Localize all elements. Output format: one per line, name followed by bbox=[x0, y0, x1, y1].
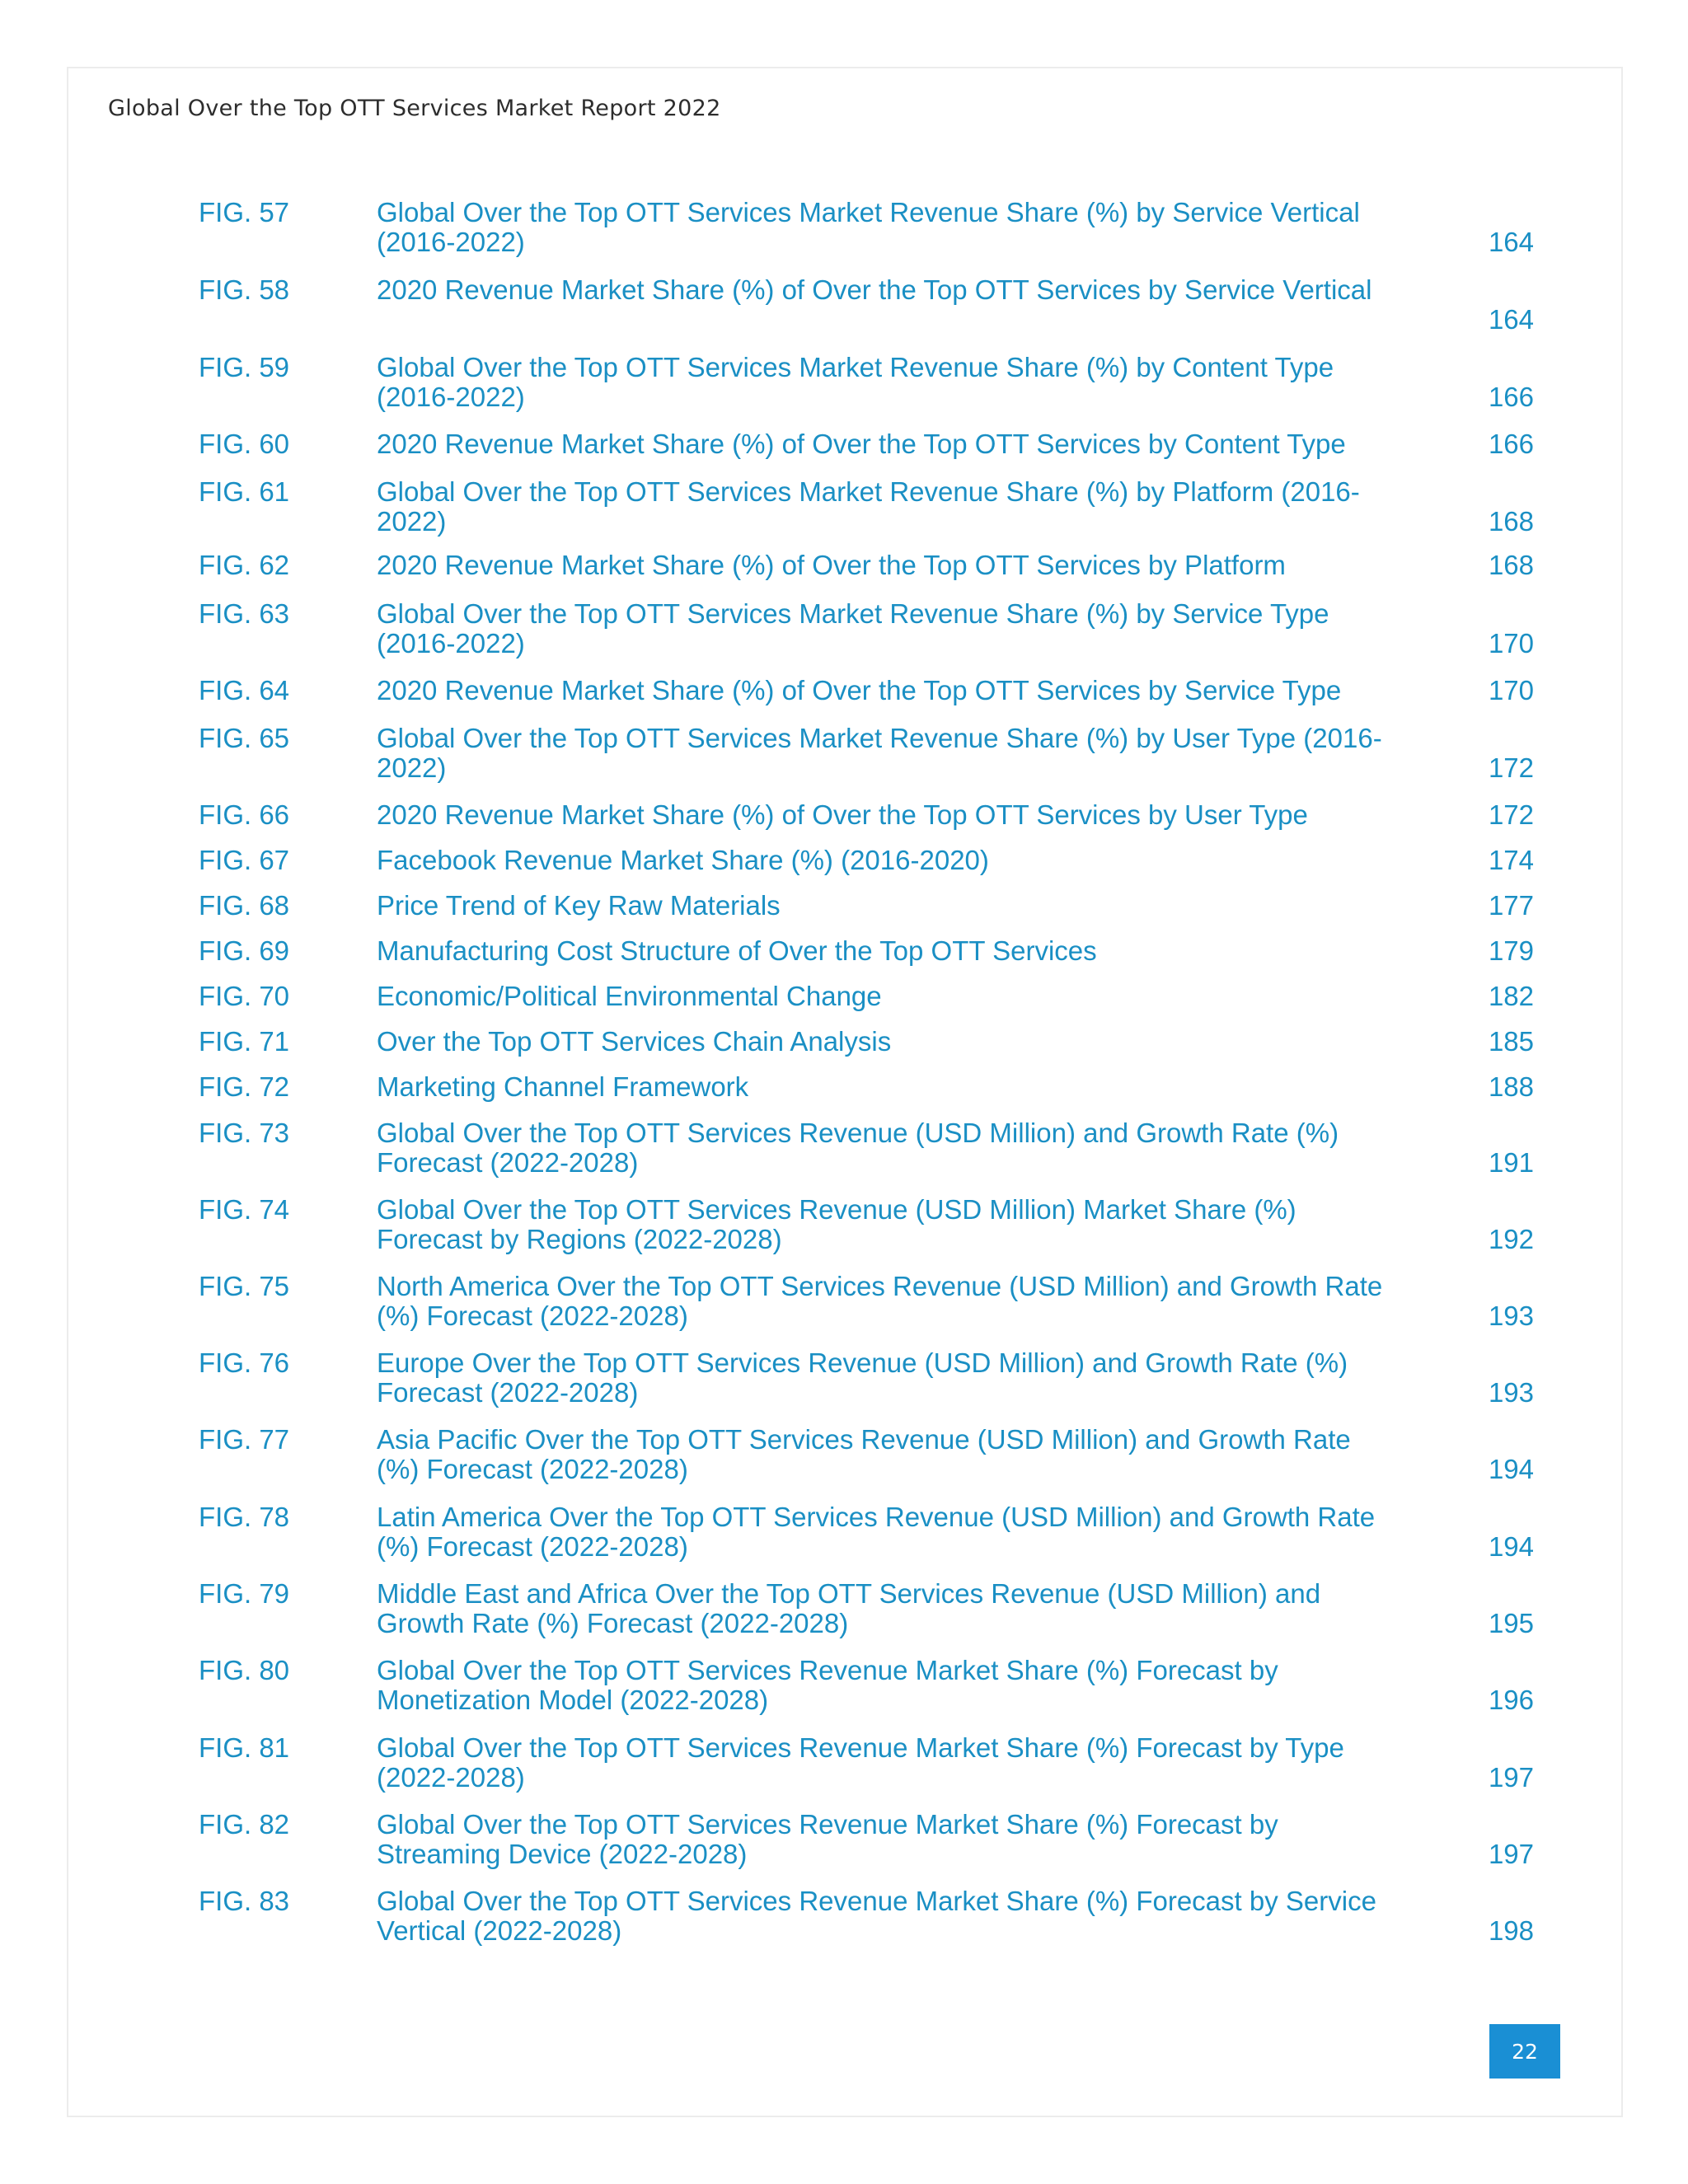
figure-page-number: 193 bbox=[1488, 1301, 1534, 1331]
figure-title[interactable]: Global Over the Top OTT Services Revenue (USD Million) Market Share (%) Forecast by Regions (2022-2028) bbox=[377, 1194, 1296, 1254]
figure-page-number: 179 bbox=[1488, 935, 1534, 966]
figure-page-number: 182 bbox=[1488, 981, 1534, 1011]
figure-page-number: 198 bbox=[1488, 1915, 1534, 1946]
figure-number: FIG. 81 bbox=[199, 1732, 290, 1763]
figure-number: FIG. 73 bbox=[199, 1118, 290, 1148]
figure-number: FIG. 62 bbox=[199, 550, 290, 580]
figure-page-number: 166 bbox=[1488, 429, 1534, 459]
figure-title[interactable]: 2020 Revenue Market Share (%) of Over the Top OTT Services by Service Type bbox=[377, 675, 1342, 705]
figure-page-number: 170 bbox=[1488, 675, 1534, 705]
figure-title[interactable]: Marketing Channel Framework bbox=[377, 1071, 749, 1102]
figure-title[interactable]: Global Over the Top OTT Services Market Revenue Share (%) by Service Type (2016-2022) bbox=[377, 598, 1329, 658]
figure-title[interactable]: Europe Over the Top OTT Services Revenue (USD Million) and Growth Rate (%) Forecast (2022-2028) bbox=[377, 1347, 1348, 1408]
figure-page-number: 177 bbox=[1488, 890, 1534, 921]
figure-number: FIG. 70 bbox=[199, 981, 290, 1011]
figure-title[interactable]: Global Over the Top OTT Services Revenue Market Share (%) Forecast by Monetization Model (2022-2028) bbox=[377, 1655, 1278, 1715]
figure-title[interactable]: 2020 Revenue Market Share (%) of Over the Top OTT Services by User Type bbox=[377, 799, 1308, 830]
figure-number: FIG. 83 bbox=[199, 1886, 290, 1916]
figure-page-number: 195 bbox=[1488, 1608, 1534, 1638]
figure-title[interactable]: Over the Top OTT Services Chain Analysis bbox=[377, 1026, 892, 1057]
figure-number: FIG. 60 bbox=[199, 429, 290, 459]
figure-title[interactable]: Facebook Revenue Market Share (%) (2016-2020) bbox=[377, 845, 989, 875]
figure-number: FIG. 64 bbox=[199, 675, 290, 705]
figure-page-number: 164 bbox=[1488, 227, 1534, 257]
figure-page-number: 196 bbox=[1488, 1685, 1534, 1715]
figure-number: FIG. 79 bbox=[199, 1578, 290, 1609]
figure-title[interactable]: Price Trend of Key Raw Materials bbox=[377, 890, 781, 921]
figure-page-number: 170 bbox=[1488, 628, 1534, 658]
figure-title[interactable]: Global Over the Top OTT Services Market Revenue Share (%) by Service Vertical (2016-2022) bbox=[377, 197, 1360, 257]
figure-page-number: 191 bbox=[1488, 1147, 1534, 1178]
figure-page-number: 185 bbox=[1488, 1026, 1534, 1057]
page-number-badge: 22 bbox=[1489, 2024, 1560, 2079]
figure-page-number: 174 bbox=[1488, 845, 1534, 875]
figure-title[interactable]: Global Over the Top OTT Services Market Revenue Share (%) by Platform (2016-2022) bbox=[377, 476, 1360, 537]
figure-title[interactable]: 2020 Revenue Market Share (%) of Over the Top OTT Services by Service Vertical bbox=[377, 274, 1372, 305]
figure-number: FIG. 72 bbox=[199, 1071, 290, 1102]
figure-page-number: 194 bbox=[1488, 1454, 1534, 1484]
figure-number: FIG. 77 bbox=[199, 1424, 290, 1455]
figure-title[interactable]: Global Over the Top OTT Services Revenue Market Share (%) Forecast by Service Vertical (2022-2028) bbox=[377, 1886, 1376, 1946]
figure-number: FIG. 68 bbox=[199, 890, 290, 921]
figure-title[interactable]: Middle East and Africa Over the Top OTT Services Revenue (USD Million) and Growth Rate (%) Forecast (2022-2028) bbox=[377, 1578, 1321, 1638]
figure-number: FIG. 82 bbox=[199, 1809, 290, 1840]
figure-number: FIG. 80 bbox=[199, 1655, 290, 1685]
figure-title[interactable]: Economic/Political Environmental Change bbox=[377, 981, 882, 1011]
figure-number: FIG. 67 bbox=[199, 845, 290, 875]
figure-title[interactable]: 2020 Revenue Market Share (%) of Over the Top OTT Services by Platform bbox=[377, 550, 1286, 580]
figure-number: FIG. 57 bbox=[199, 197, 290, 227]
figure-page-number: 166 bbox=[1488, 382, 1534, 412]
figure-number: FIG. 75 bbox=[199, 1271, 290, 1301]
figure-page-number: 164 bbox=[1488, 304, 1534, 335]
figure-number: FIG. 74 bbox=[199, 1194, 290, 1225]
figure-title[interactable]: Manufacturing Cost Structure of Over the Top OTT Services bbox=[377, 935, 1097, 966]
figure-page-number: 192 bbox=[1488, 1224, 1534, 1254]
figure-page-number: 168 bbox=[1488, 550, 1534, 580]
figure-page-number: 188 bbox=[1488, 1071, 1534, 1102]
figure-page-number: 168 bbox=[1488, 506, 1534, 537]
figure-title[interactable]: Global Over the Top OTT Services Market Revenue Share (%) by Content Type (2016-2022) bbox=[377, 352, 1334, 412]
figure-number: FIG. 59 bbox=[199, 352, 290, 382]
figure-number: FIG. 76 bbox=[199, 1347, 290, 1378]
figure-page-number: 193 bbox=[1488, 1377, 1534, 1408]
figure-title[interactable]: Latin America Over the Top OTT Services Revenue (USD Million) and Growth Rate (%) Forecast (2022-2028) bbox=[377, 1502, 1376, 1562]
figure-number: FIG. 71 bbox=[199, 1026, 290, 1057]
figure-page-number: 172 bbox=[1488, 752, 1534, 783]
figure-title[interactable]: Global Over the Top OTT Services Market Revenue Share (%) by User Type (2016-2022) bbox=[377, 723, 1382, 783]
figure-number: FIG. 63 bbox=[199, 598, 290, 629]
figure-title[interactable]: Asia Pacific Over the Top OTT Services Revenue (USD Million) and Growth Rate (%) Forecast (2022-2028) bbox=[377, 1424, 1351, 1484]
figure-number: FIG. 61 bbox=[199, 476, 290, 507]
figure-page-number: 194 bbox=[1488, 1531, 1534, 1562]
figure-number: FIG. 65 bbox=[199, 723, 290, 753]
figure-page-number: 197 bbox=[1488, 1839, 1534, 1869]
report-header-title: Global Over the Top OTT Services Market Report 2022 bbox=[108, 96, 721, 121]
figure-number: FIG. 69 bbox=[199, 935, 290, 966]
figure-page-number: 197 bbox=[1488, 1762, 1534, 1793]
figure-title[interactable]: Global Over the Top OTT Services Revenue Market Share (%) Forecast by Type (2022-2028) bbox=[377, 1732, 1344, 1793]
figure-number: FIG. 66 bbox=[199, 799, 290, 830]
figure-number: FIG. 58 bbox=[199, 274, 290, 305]
figure-number: FIG. 78 bbox=[199, 1502, 290, 1532]
figure-title[interactable]: Global Over the Top OTT Services Revenue (USD Million) and Growth Rate (%) Forecast (2022-2028) bbox=[377, 1118, 1339, 1178]
figure-title[interactable]: North America Over the Top OTT Services Revenue (USD Million) and Growth Rate (%) Forecast (2022-2028) bbox=[377, 1271, 1383, 1331]
figure-page-number: 172 bbox=[1488, 799, 1534, 830]
figure-title[interactable]: Global Over the Top OTT Services Revenue Market Share (%) Forecast by Streaming Device (2022-2028) bbox=[377, 1809, 1278, 1869]
figure-title[interactable]: 2020 Revenue Market Share (%) of Over the Top OTT Services by Content Type bbox=[377, 429, 1346, 459]
